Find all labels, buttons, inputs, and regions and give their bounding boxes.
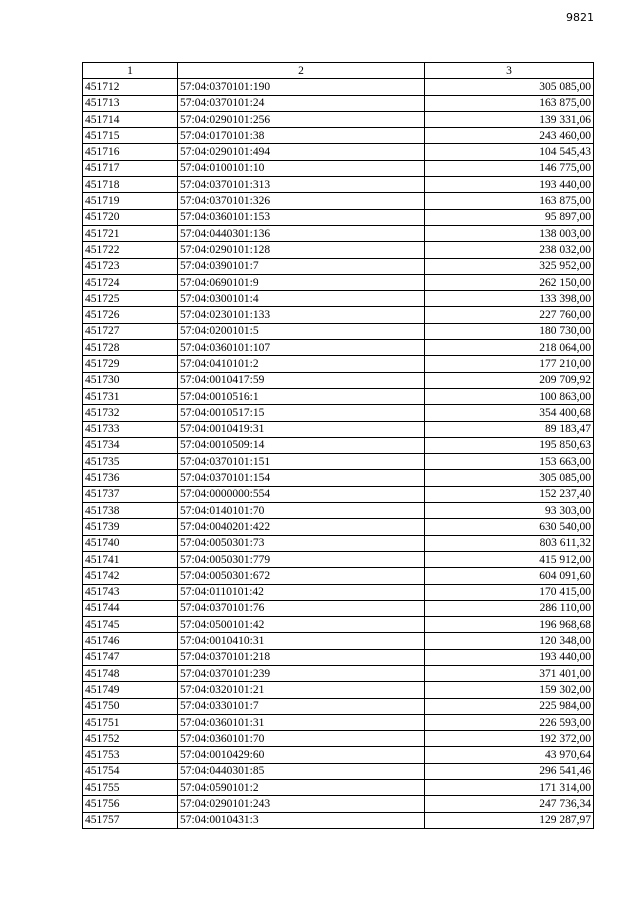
table-row: [83, 486, 594, 502]
value-cell: 171 314,00: [425, 780, 594, 796]
value-cell: 262 150,00: [425, 274, 594, 290]
table-row: [83, 649, 594, 665]
value-cell: 227 760,00: [425, 307, 594, 323]
cadastral-number-cell: 57:04:0330101:7: [178, 698, 425, 714]
row-number-cell: 451725: [83, 291, 178, 307]
cadastral-number-cell: 57:04:0010429:60: [178, 747, 425, 763]
table-row: [83, 698, 594, 714]
cadastral-number-cell: 57:04:0690101:9: [178, 274, 425, 290]
table-row: [83, 633, 594, 649]
value-cell: 604 091,60: [425, 568, 594, 584]
cadastral-number-cell: 57:04:0290101:243: [178, 796, 425, 812]
row-number-cell: 451739: [83, 519, 178, 535]
row-number-cell: 451712: [83, 79, 178, 95]
cadastral-number-cell: 57:04:0200101:5: [178, 323, 425, 339]
cadastral-number-cell: 57:04:0360101:107: [178, 340, 425, 356]
table-row: [83, 95, 594, 111]
table-row: [83, 356, 594, 372]
cadastral-number-cell: 57:04:0050301:73: [178, 535, 425, 551]
value-cell: 100 863,00: [425, 388, 594, 404]
table-row: [83, 242, 594, 258]
table-row: [83, 372, 594, 388]
table-row: [83, 470, 594, 486]
value-cell: 225 984,00: [425, 698, 594, 714]
row-number-cell: 451730: [83, 372, 178, 388]
value-cell: 163 875,00: [425, 193, 594, 209]
cadastral-number-cell: 57:04:0050301:779: [178, 551, 425, 567]
value-cell: 238 032,00: [425, 242, 594, 258]
cadastral-number-cell: 57:04:0010419:31: [178, 421, 425, 437]
value-cell: 138 003,00: [425, 225, 594, 241]
row-number-cell: 451732: [83, 405, 178, 421]
table-row: [83, 160, 594, 176]
row-number-cell: 451752: [83, 731, 178, 747]
table-row: [83, 405, 594, 421]
data-table: [82, 62, 594, 829]
row-number-cell: 451718: [83, 177, 178, 193]
table-row: [83, 551, 594, 567]
row-number-cell: 451722: [83, 242, 178, 258]
cadastral-number-cell: 57:04:0010509:14: [178, 437, 425, 453]
cadastral-number-cell: 57:04:0290101:128: [178, 242, 425, 258]
row-number-cell: 451731: [83, 388, 178, 404]
row-number-cell: 451754: [83, 763, 178, 779]
cadastral-number-cell: 57:04:0010417:59: [178, 372, 425, 388]
cadastral-number-cell: 57:04:0370101:76: [178, 600, 425, 616]
row-number-cell: 451744: [83, 600, 178, 616]
table-row: [83, 600, 594, 616]
cadastral-number-cell: 57:04:0370101:151: [178, 454, 425, 470]
row-number-cell: 451747: [83, 649, 178, 665]
table-row: [83, 568, 594, 584]
value-cell: 243 460,00: [425, 128, 594, 144]
row-number-cell: 451714: [83, 111, 178, 127]
column-header-3: 3: [425, 63, 594, 79]
value-cell: 95 897,00: [425, 209, 594, 225]
row-number-cell: 451751: [83, 714, 178, 730]
value-cell: 226 593,00: [425, 714, 594, 730]
value-cell: 192 372,00: [425, 731, 594, 747]
table-row: [83, 111, 594, 127]
cadastral-number-cell: 57:04:0170101:38: [178, 128, 425, 144]
cadastral-number-cell: 57:04:0010410:31: [178, 633, 425, 649]
value-cell: 630 540,00: [425, 519, 594, 535]
row-number-cell: 451755: [83, 780, 178, 796]
cadastral-number-cell: 57:04:0010516:1: [178, 388, 425, 404]
row-number-cell: 451737: [83, 486, 178, 502]
value-cell: 415 912,00: [425, 551, 594, 567]
cadastral-number-cell: 57:04:0370101:326: [178, 193, 425, 209]
row-number-cell: 451717: [83, 160, 178, 176]
cadastral-number-cell: 57:04:0300101:4: [178, 291, 425, 307]
table-row: [83, 307, 594, 323]
row-number-cell: 451716: [83, 144, 178, 160]
value-cell: 218 064,00: [425, 340, 594, 356]
value-cell: 247 736,34: [425, 796, 594, 812]
table-row: [83, 225, 594, 241]
table-row: [83, 617, 594, 633]
row-number-cell: 451738: [83, 503, 178, 519]
table-row: [83, 519, 594, 535]
row-number-cell: 451742: [83, 568, 178, 584]
cadastral-number-cell: 57:04:0360101:31: [178, 714, 425, 730]
value-cell: 93 303,00: [425, 503, 594, 519]
row-number-cell: 451723: [83, 258, 178, 274]
row-number-cell: 451736: [83, 470, 178, 486]
cadastral-number-cell: 57:04:0500101:42: [178, 617, 425, 633]
row-number-cell: 451746: [83, 633, 178, 649]
table-row: [83, 454, 594, 470]
table-row: [83, 421, 594, 437]
value-cell: 803 611,32: [425, 535, 594, 551]
cadastral-number-cell: 57:04:0040201:422: [178, 519, 425, 535]
cadastral-number-cell: 57:04:0010517:15: [178, 405, 425, 421]
row-number-cell: 451753: [83, 747, 178, 763]
table-row: [83, 291, 594, 307]
cadastral-number-cell: 57:04:0050301:672: [178, 568, 425, 584]
value-cell: 170 415,00: [425, 584, 594, 600]
table-row: [83, 812, 594, 828]
cadastral-number-cell: 57:04:0140101:70: [178, 503, 425, 519]
value-cell: 296 541,46: [425, 763, 594, 779]
cadastral-number-cell: 57:04:0410101:2: [178, 356, 425, 372]
value-cell: 159 302,00: [425, 682, 594, 698]
table-row: [83, 714, 594, 730]
cadastral-number-cell: 57:04:0010431:3: [178, 812, 425, 828]
table-row: [83, 796, 594, 812]
table-row: [83, 144, 594, 160]
row-number-cell: 451749: [83, 682, 178, 698]
table-row: [83, 388, 594, 404]
cadastral-number-cell: 57:04:0370101:313: [178, 177, 425, 193]
row-number-cell: 451721: [83, 225, 178, 241]
value-cell: 195 850,63: [425, 437, 594, 453]
table-row: [83, 780, 594, 796]
cadastral-number-cell: 57:04:0440301:85: [178, 763, 425, 779]
value-cell: 163 875,00: [425, 95, 594, 111]
cadastral-number-cell: 57:04:0370101:154: [178, 470, 425, 486]
row-number-cell: 451757: [83, 812, 178, 828]
cadastral-number-cell: 57:04:0290101:494: [178, 144, 425, 160]
row-number-cell: 451748: [83, 665, 178, 681]
table-row: [83, 340, 594, 356]
value-cell: 305 085,00: [425, 470, 594, 486]
table-row: [83, 177, 594, 193]
cadastral-number-cell: 57:04:0290101:256: [178, 111, 425, 127]
row-number-cell: 451745: [83, 617, 178, 633]
value-cell: 120 348,00: [425, 633, 594, 649]
cadastral-number-cell: 57:04:0370101:24: [178, 95, 425, 111]
value-cell: 305 085,00: [425, 79, 594, 95]
row-number-cell: 451726: [83, 307, 178, 323]
cadastral-number-cell: 57:04:0360101:70: [178, 731, 425, 747]
page-number: 9821: [566, 11, 594, 24]
row-number-cell: 451728: [83, 340, 178, 356]
value-cell: 177 210,00: [425, 356, 594, 372]
row-number-cell: 451729: [83, 356, 178, 372]
table-row: [83, 763, 594, 779]
cadastral-number-cell: 57:04:0440301:136: [178, 225, 425, 241]
row-number-cell: 451733: [83, 421, 178, 437]
row-number-cell: 451727: [83, 323, 178, 339]
row-number-cell: 451750: [83, 698, 178, 714]
table-row: [83, 258, 594, 274]
table-row: [83, 747, 594, 763]
value-cell: 133 398,00: [425, 291, 594, 307]
table-row: [83, 437, 594, 453]
cadastral-number-cell: 57:04:0230101:133: [178, 307, 425, 323]
row-number-cell: 451734: [83, 437, 178, 453]
value-cell: 146 775,00: [425, 160, 594, 176]
table-row: [83, 128, 594, 144]
value-cell: 196 968,68: [425, 617, 594, 633]
row-number-cell: 451715: [83, 128, 178, 144]
header-row: [83, 63, 594, 79]
value-cell: 325 952,00: [425, 258, 594, 274]
cadastral-number-cell: 57:04:0370101:190: [178, 79, 425, 95]
value-cell: 209 709,92: [425, 372, 594, 388]
row-number-cell: 451719: [83, 193, 178, 209]
cadastral-number-cell: 57:04:0000000:554: [178, 486, 425, 502]
value-cell: 371 401,00: [425, 665, 594, 681]
value-cell: 193 440,00: [425, 649, 594, 665]
cadastral-number-cell: 57:04:0320101:21: [178, 682, 425, 698]
row-number-cell: 451740: [83, 535, 178, 551]
value-cell: 354 400,68: [425, 405, 594, 421]
cadastral-number-cell: 57:04:0100101:10: [178, 160, 425, 176]
cadastral-number-cell: 57:04:0110101:42: [178, 584, 425, 600]
column-header-1: 1: [83, 63, 178, 79]
column-header-2: 2: [178, 63, 425, 79]
table-row: [83, 584, 594, 600]
table-row: [83, 503, 594, 519]
row-number-cell: 451743: [83, 584, 178, 600]
row-number-cell: 451713: [83, 95, 178, 111]
value-cell: 89 183,47: [425, 421, 594, 437]
value-cell: 43 970,64: [425, 747, 594, 763]
row-number-cell: 451741: [83, 551, 178, 567]
value-cell: 153 663,00: [425, 454, 594, 470]
value-cell: 139 331,06: [425, 111, 594, 127]
cadastral-number-cell: 57:04:0370101:239: [178, 665, 425, 681]
cadastral-number-cell: 57:04:0360101:153: [178, 209, 425, 225]
row-number-cell: 451756: [83, 796, 178, 812]
value-cell: 129 287,97: [425, 812, 594, 828]
table-row: [83, 209, 594, 225]
table-row: [83, 731, 594, 747]
cadastral-number-cell: 57:04:0370101:218: [178, 649, 425, 665]
table-row: [83, 79, 594, 95]
cadastral-number-cell: 57:04:0590101:2: [178, 780, 425, 796]
row-number-cell: 451720: [83, 209, 178, 225]
value-cell: 193 440,00: [425, 177, 594, 193]
value-cell: 104 545,43: [425, 144, 594, 160]
cadastral-number-cell: 57:04:0390101:7: [178, 258, 425, 274]
table-row: [83, 274, 594, 290]
table-row: [83, 193, 594, 209]
row-number-cell: 451724: [83, 274, 178, 290]
table-row: [83, 682, 594, 698]
value-cell: 152 237,40: [425, 486, 594, 502]
table-row: [83, 665, 594, 681]
value-cell: 286 110,00: [425, 600, 594, 616]
value-cell: 180 730,00: [425, 323, 594, 339]
table-body: [83, 79, 594, 829]
table-row: [83, 535, 594, 551]
table-row: [83, 323, 594, 339]
row-number-cell: 451735: [83, 454, 178, 470]
